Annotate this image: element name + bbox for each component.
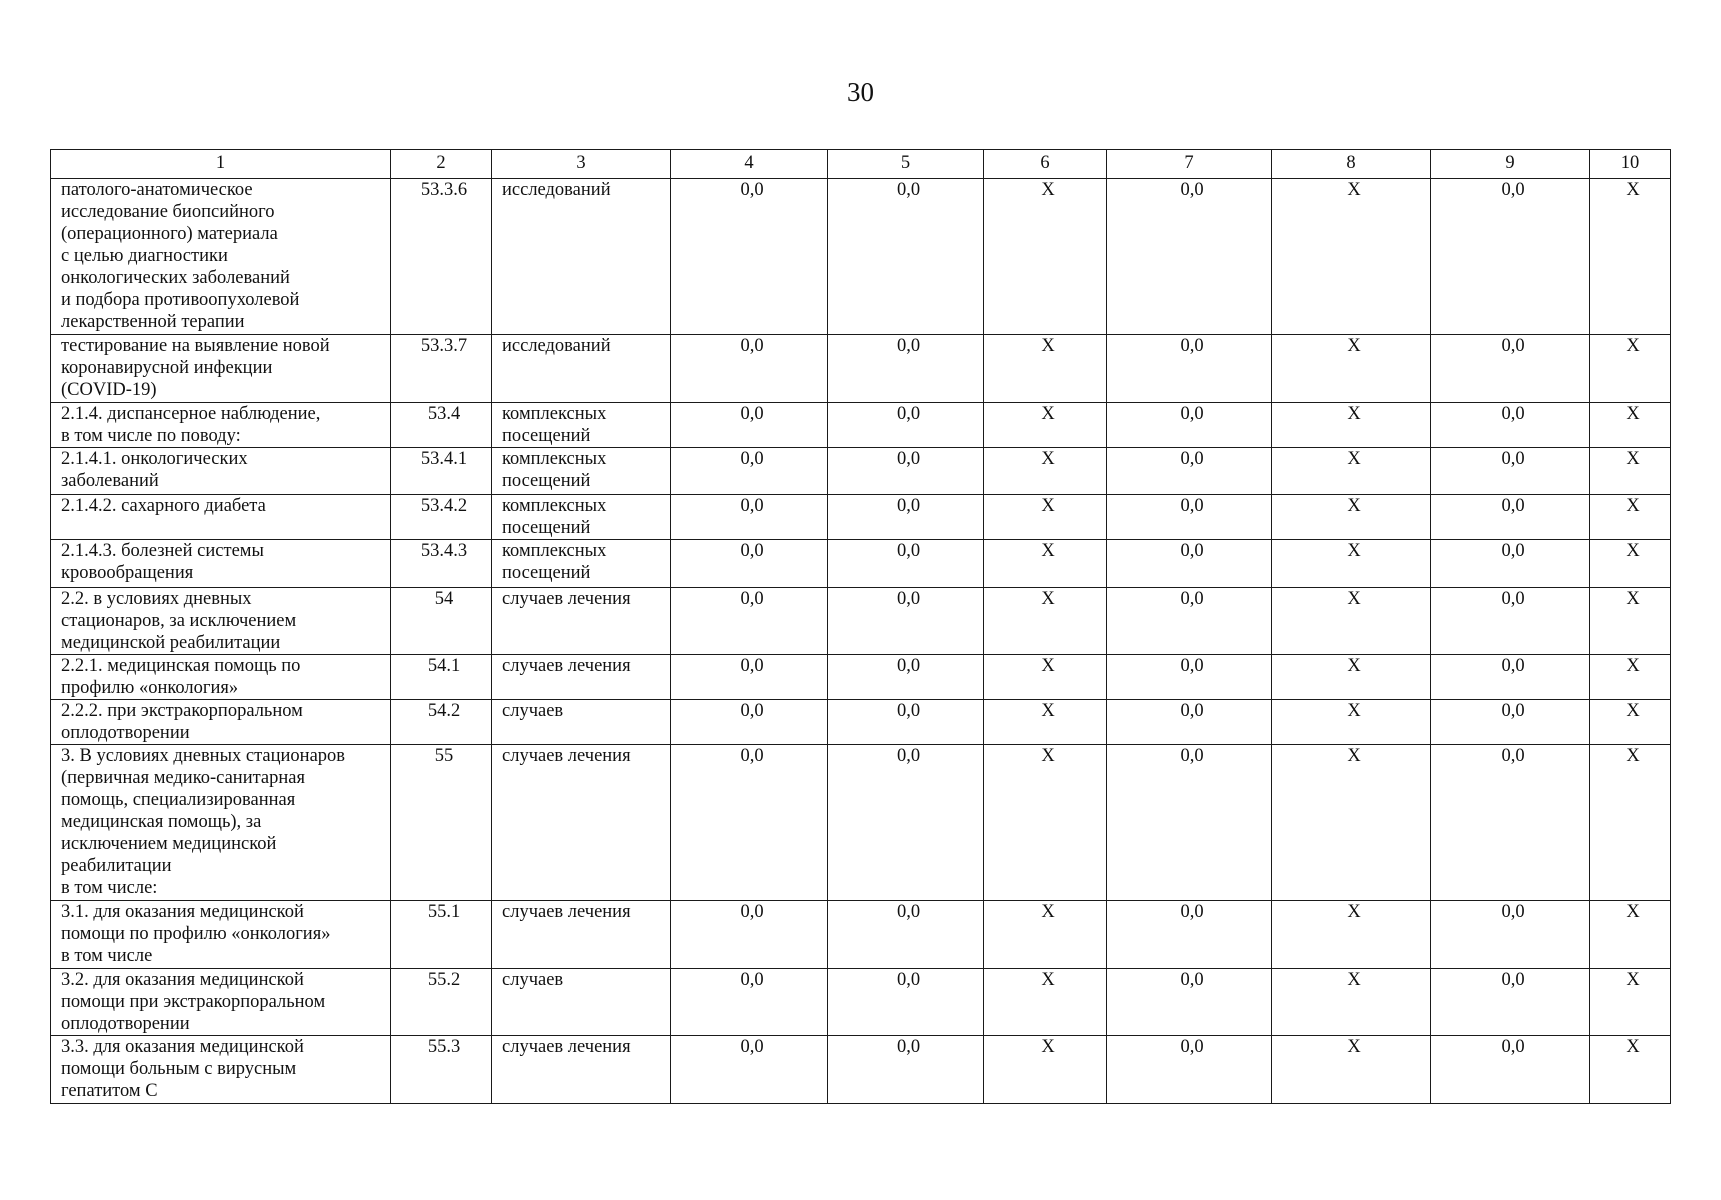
row-name-cell: 3. В условиях дневных стационаров (первичная медико-санитарная помощь, специализированная медицинская помощь), за исключением медицинской реабилитации в том числе: (51, 745, 391, 901)
row-code-cell: 53.3.7 (391, 335, 492, 403)
column-header-7: 7 (1107, 150, 1272, 179)
mark-cell-col6: Х (984, 588, 1107, 655)
table-row (51, 700, 1671, 745)
mark-cell-col6: Х (984, 448, 1107, 495)
row-unit-cell: исследований (492, 179, 671, 335)
column-header-6: 6 (984, 150, 1107, 179)
table-row (51, 179, 1671, 335)
value-cell-col9: 0,0 (1431, 448, 1590, 495)
value-cell-col5: 0,0 (828, 403, 984, 448)
value-cell-col9: 0,0 (1431, 745, 1590, 901)
row-unit-cell: комплексных посещений (492, 448, 671, 495)
column-header-9: 9 (1431, 150, 1590, 179)
value-cell-col4: 0,0 (671, 448, 828, 495)
mark-cell-col10: Х (1590, 901, 1671, 969)
value-cell-col5: 0,0 (828, 448, 984, 495)
row-unit-cell: комплексных посещений (492, 540, 671, 588)
column-header-5: 5 (828, 150, 984, 179)
mark-cell-col10: Х (1590, 448, 1671, 495)
row-code-cell: 53.4.1 (391, 448, 492, 495)
mark-cell-col10: Х (1590, 403, 1671, 448)
table-row (51, 335, 1671, 403)
mark-cell-col8: Х (1272, 179, 1431, 335)
table-row (51, 969, 1671, 1036)
row-unit-cell: комплексных посещений (492, 495, 671, 540)
mark-cell-col10: Х (1590, 1036, 1671, 1104)
value-cell-col9: 0,0 (1431, 588, 1590, 655)
mark-cell-col6: Х (984, 179, 1107, 335)
table-row (51, 588, 1671, 655)
mark-cell-col8: Х (1272, 448, 1431, 495)
column-header-2: 2 (391, 150, 492, 179)
value-cell-col9: 0,0 (1431, 179, 1590, 335)
value-cell-col4: 0,0 (671, 969, 828, 1036)
value-cell-col7: 0,0 (1107, 335, 1272, 403)
column-header-3: 3 (492, 150, 671, 179)
value-cell-col5: 0,0 (828, 335, 984, 403)
table-row (51, 745, 1671, 901)
value-cell-col4: 0,0 (671, 655, 828, 700)
value-cell-col7: 0,0 (1107, 745, 1272, 901)
value-cell-col5: 0,0 (828, 495, 984, 540)
row-code-cell: 55.1 (391, 901, 492, 969)
value-cell-col9: 0,0 (1431, 901, 1590, 969)
row-code-cell: 55.2 (391, 969, 492, 1036)
value-cell-col7: 0,0 (1107, 588, 1272, 655)
row-code-cell: 53.4.2 (391, 495, 492, 540)
value-cell-col4: 0,0 (671, 1036, 828, 1104)
mark-cell-col8: Х (1272, 745, 1431, 901)
mark-cell-col6: Х (984, 700, 1107, 745)
row-name-cell: 3.3. для оказания медицинской помощи больным с вирусным гепатитом С (51, 1036, 391, 1104)
mark-cell-col6: Х (984, 969, 1107, 1036)
row-code-cell: 55 (391, 745, 492, 901)
value-cell-col7: 0,0 (1107, 179, 1272, 335)
row-unit-cell: случаев лечения (492, 1036, 671, 1104)
mark-cell-col10: Х (1590, 700, 1671, 745)
mark-cell-col6: Х (984, 495, 1107, 540)
data-table (50, 149, 1671, 1104)
value-cell-col5: 0,0 (828, 1036, 984, 1104)
value-cell-col9: 0,0 (1431, 700, 1590, 745)
table-row (51, 403, 1671, 448)
row-name-cell: 2.1.4. диспансерное наблюдение, в том числе по поводу: (51, 403, 391, 448)
value-cell-col4: 0,0 (671, 495, 828, 540)
value-cell-col5: 0,0 (828, 655, 984, 700)
row-name-cell: 2.2. в условиях дневных стационаров, за исключением медицинской реабилитации (51, 588, 391, 655)
value-cell-col4: 0,0 (671, 335, 828, 403)
row-name-cell: тестирование на выявление новой коронавирусной инфекции (COVID-19) (51, 335, 391, 403)
value-cell-col7: 0,0 (1107, 901, 1272, 969)
value-cell-col5: 0,0 (828, 700, 984, 745)
column-header-4: 4 (671, 150, 828, 179)
row-code-cell: 53.4.3 (391, 540, 492, 588)
mark-cell-col6: Х (984, 655, 1107, 700)
row-unit-cell: исследований (492, 335, 671, 403)
header-row (51, 150, 1671, 179)
value-cell-col5: 0,0 (828, 745, 984, 901)
value-cell-col5: 0,0 (828, 540, 984, 588)
value-cell-col9: 0,0 (1431, 403, 1590, 448)
row-name-cell: 2.1.4.3. болезней системы кровообращения (51, 540, 391, 588)
column-header-8: 8 (1272, 150, 1431, 179)
value-cell-col9: 0,0 (1431, 540, 1590, 588)
table-row (51, 1036, 1671, 1104)
mark-cell-col6: Х (984, 335, 1107, 403)
row-unit-cell: случаев лечения (492, 588, 671, 655)
mark-cell-col6: Х (984, 403, 1107, 448)
mark-cell-col8: Х (1272, 1036, 1431, 1104)
table-row (51, 655, 1671, 700)
mark-cell-col10: Х (1590, 969, 1671, 1036)
mark-cell-col6: Х (984, 745, 1107, 901)
mark-cell-col8: Х (1272, 495, 1431, 540)
mark-cell-col6: Х (984, 901, 1107, 969)
row-unit-cell: случаев (492, 700, 671, 745)
table-row (51, 540, 1671, 588)
mark-cell-col10: Х (1590, 745, 1671, 901)
mark-cell-col8: Х (1272, 335, 1431, 403)
value-cell-col9: 0,0 (1431, 655, 1590, 700)
column-header-1: 1 (51, 150, 391, 179)
row-unit-cell: случаев лечения (492, 901, 671, 969)
value-cell-col7: 0,0 (1107, 495, 1272, 540)
value-cell-col4: 0,0 (671, 588, 828, 655)
row-code-cell: 54.2 (391, 700, 492, 745)
mark-cell-col8: Х (1272, 969, 1431, 1036)
row-name-cell: патолого-анатомическое исследование биопсийного (операционного) материала с целью диагностики онкологических заболеваний и подбора противоопухолевой лекарственной терапии (51, 179, 391, 335)
row-unit-cell: случаев (492, 969, 671, 1036)
value-cell-col7: 0,0 (1107, 655, 1272, 700)
mark-cell-col10: Х (1590, 655, 1671, 700)
value-cell-col4: 0,0 (671, 179, 828, 335)
mark-cell-col6: Х (984, 1036, 1107, 1104)
value-cell-col9: 0,0 (1431, 1036, 1590, 1104)
row-unit-cell: случаев лечения (492, 745, 671, 901)
mark-cell-col8: Х (1272, 700, 1431, 745)
table-row (51, 495, 1671, 540)
mark-cell-col8: Х (1272, 403, 1431, 448)
value-cell-col9: 0,0 (1431, 335, 1590, 403)
row-unit-cell: комплексных посещений (492, 403, 671, 448)
value-cell-col4: 0,0 (671, 700, 828, 745)
mark-cell-col10: Х (1590, 495, 1671, 540)
value-cell-col7: 0,0 (1107, 700, 1272, 745)
row-name-cell: 3.2. для оказания медицинской помощи при экстракорпоральном оплодотворении (51, 969, 391, 1036)
row-name-cell: 2.2.1. медицинская помощь по профилю «онкология» (51, 655, 391, 700)
row-code-cell: 54 (391, 588, 492, 655)
mark-cell-col8: Х (1272, 588, 1431, 655)
row-code-cell: 53.4 (391, 403, 492, 448)
row-name-cell: 3.1. для оказания медицинской помощи по профилю «онкология» в том числе (51, 901, 391, 969)
mark-cell-col6: Х (984, 540, 1107, 588)
value-cell-col5: 0,0 (828, 901, 984, 969)
value-cell-col4: 0,0 (671, 901, 828, 969)
row-code-cell: 55.3 (391, 1036, 492, 1104)
value-cell-col4: 0,0 (671, 403, 828, 448)
value-cell-col5: 0,0 (828, 969, 984, 1036)
row-unit-cell: случаев лечения (492, 655, 671, 700)
page-number: 30 (847, 77, 874, 107)
row-name-cell: 2.1.4.2. сахарного диабета (51, 495, 391, 540)
mark-cell-col10: Х (1590, 540, 1671, 588)
row-code-cell: 54.1 (391, 655, 492, 700)
value-cell-col4: 0,0 (671, 540, 828, 588)
value-cell-col7: 0,0 (1107, 1036, 1272, 1104)
row-code-cell: 53.3.6 (391, 179, 492, 335)
value-cell-col5: 0,0 (828, 179, 984, 335)
mark-cell-col8: Х (1272, 901, 1431, 969)
column-header-10: 10 (1590, 150, 1671, 179)
mark-cell-col10: Х (1590, 335, 1671, 403)
value-cell-col9: 0,0 (1431, 969, 1590, 1036)
row-name-cell: 2.2.2. при экстракорпоральном оплодотворении (51, 700, 391, 745)
mark-cell-col10: Х (1590, 588, 1671, 655)
table-row (51, 901, 1671, 969)
value-cell-col9: 0,0 (1431, 495, 1590, 540)
table-row (51, 448, 1671, 495)
value-cell-col5: 0,0 (828, 588, 984, 655)
value-cell-col7: 0,0 (1107, 540, 1272, 588)
value-cell-col7: 0,0 (1107, 448, 1272, 495)
value-cell-col4: 0,0 (671, 745, 828, 901)
value-cell-col7: 0,0 (1107, 969, 1272, 1036)
mark-cell-col8: Х (1272, 540, 1431, 588)
value-cell-col7: 0,0 (1107, 403, 1272, 448)
mark-cell-col8: Х (1272, 655, 1431, 700)
mark-cell-col10: Х (1590, 179, 1671, 335)
row-name-cell: 2.1.4.1. онкологических заболеваний (51, 448, 391, 495)
